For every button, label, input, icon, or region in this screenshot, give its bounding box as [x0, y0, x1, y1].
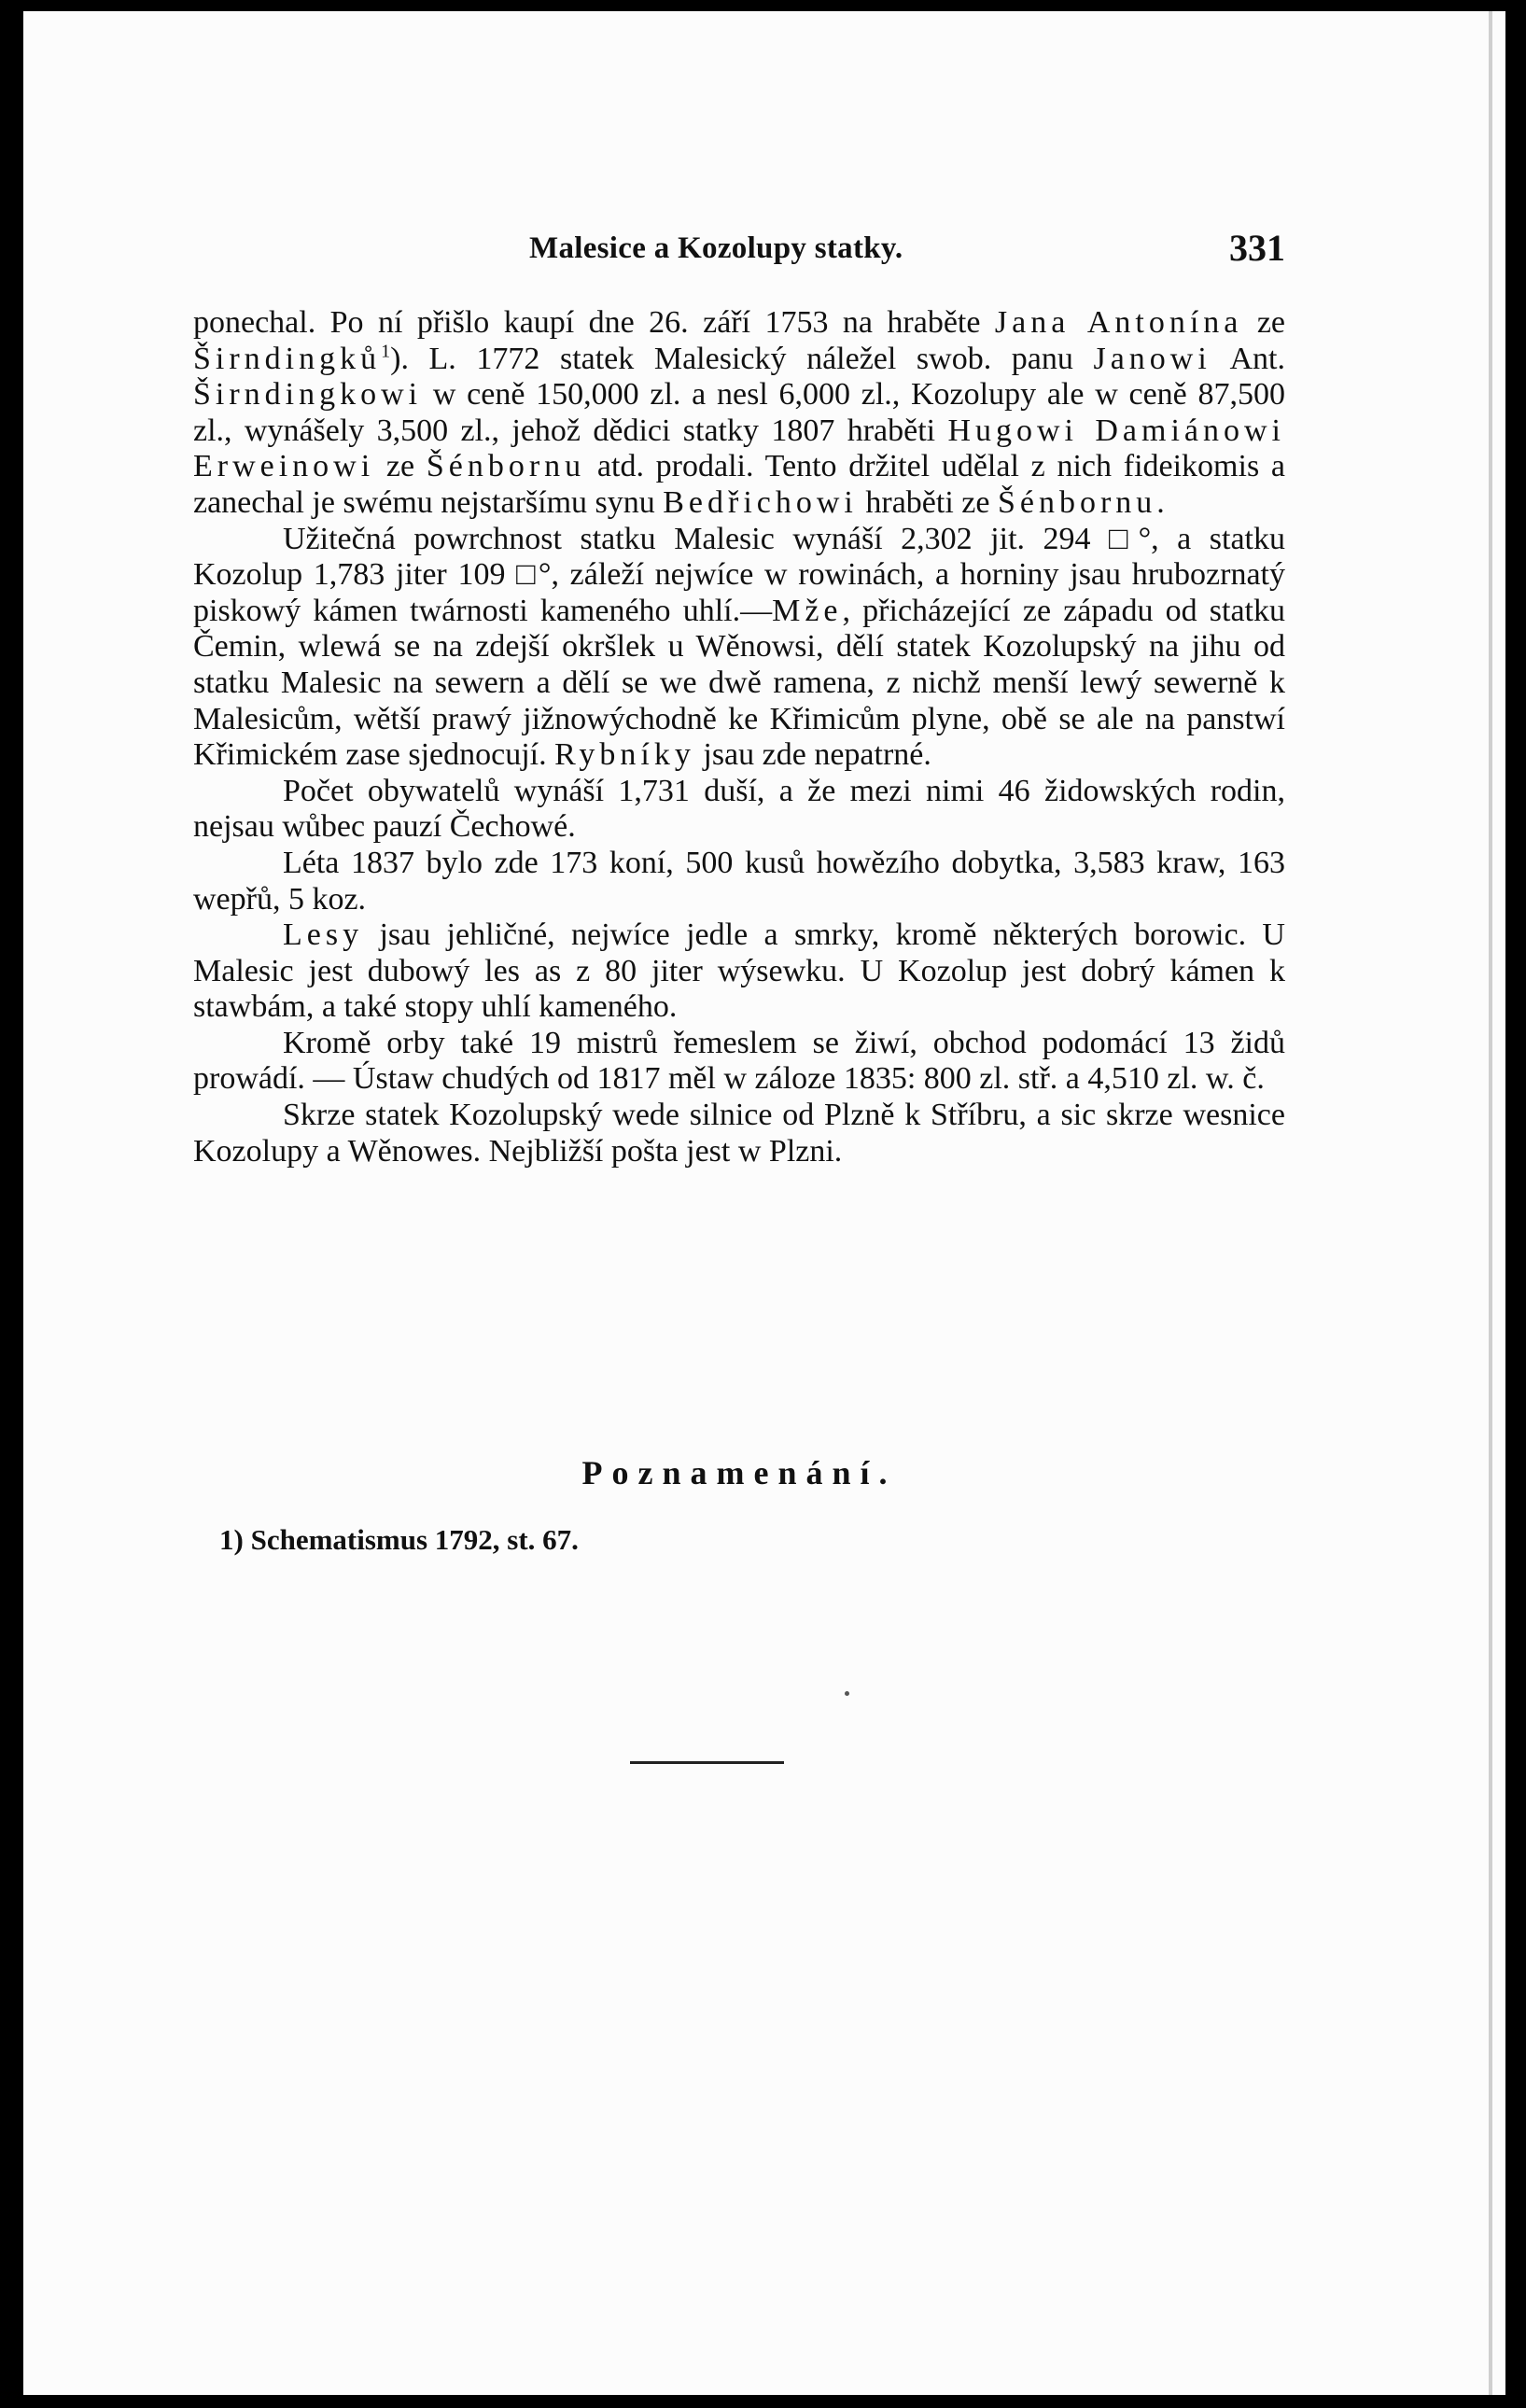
- footnote: 1) Schematismus 1792, st. 67.: [219, 1523, 579, 1556]
- spaced-name: Širndingků: [193, 341, 382, 376]
- text-run: Skrze statek Kozolupský wede silnice od Plzně k Stříbru, a sic skrze wesnice Kozolupy a Wěnowes. Nejbližší pošta jest w Plzni.: [193, 1098, 1285, 1169]
- spaced-name: Šénbornu: [997, 484, 1157, 520]
- text-run: ze: [1242, 305, 1285, 340]
- text-run: ). L. 1772 statek Malesický náležel swob. panu: [390, 341, 1094, 376]
- page-edge-line: [1489, 11, 1492, 2395]
- text-run: ponechal. Po ní přišlo kaupí dne 26. září 1753 na hraběte: [193, 305, 995, 340]
- text-run: Kromě orby také 19 mistrů řemeslem se žiwí, obchod podomácí 13 židů prowádí. — Ústaw chudých od 1817 měl w záloze 1835: 800 zl. stř. a 4,510 zl. w. č.: [193, 1025, 1285, 1097]
- running-title: Malesice a Kozolupy statky.: [529, 231, 903, 265]
- text-run: hraběti ze: [857, 484, 998, 520]
- text-run: Počet obywatelů wynáší 1,731 duší, a že mezi nimi 46 židowských rodin, nejsau wůbec pauzí Čechowé.: [193, 773, 1285, 845]
- body-text: [193, 305, 1285, 1169]
- paragraph: [193, 774, 1285, 846]
- text-run: jsau jehličné, nejwíce jedle a smrky, kromě některých borowic. U Malesic jest dubowý les as z 80 jiter wýsewku. U Kozolup jest dobrý kámen k stawbám, a také stopy uhlí kameného.: [193, 917, 1285, 1025]
- text-run: ze: [374, 449, 427, 484]
- text-run: Ant.: [1211, 341, 1286, 376]
- text-run: atd. prodali. Tento držitel udělal z nich fideikomis a zanechal je swému nejstaršímu synu: [193, 449, 1285, 520]
- text-run: Léta 1837 bylo zde 173 koní, 500 kusů howězího dobytka, 3,583 kraw, 163 wepřů, 5 koz.: [193, 845, 1285, 917]
- paragraph: [193, 1098, 1285, 1169]
- paragraph: [193, 1026, 1285, 1098]
- spaced-name: Jana Antonína: [994, 305, 1243, 340]
- text-run: .: [1156, 484, 1165, 520]
- paragraph: [193, 522, 1285, 774]
- text-run: , přicházející ze západu od statku Čemin, wlewá se na zdejší okršlek u Wěnowsi, dělí statek Kozolupský na jihu od statku Malesic na sewern a dělí se we dwě ramena, z nichž menší lewý sewerně k Malesicům, wětší prawý jižnowýchodně ke Křimicům plyne, obě se ale na panstwí Křimickém zase sjednocují.: [193, 593, 1285, 773]
- spaced-name: Hugowi Damiánowi Erweinowi: [193, 413, 1285, 484]
- stray-dot-mark: [845, 1691, 849, 1696]
- spaced-name: Janowi: [1093, 341, 1211, 376]
- end-rule: [630, 1761, 784, 1764]
- text-run: w ceně 150,000 zl. a nesl 6,000 zl., Kozolupy ale w ceně 87,500 zl., wynášely 3,500 zl., jehož dědici statky 1807 hraběti: [193, 377, 1285, 448]
- spaced-name: Šénbornu: [426, 449, 586, 484]
- page-header: [193, 224, 1285, 280]
- page-number: 331: [1229, 227, 1285, 269]
- spaced-name: Rybníky: [554, 737, 695, 773]
- text-run: jsau zde nepatrné.: [694, 737, 931, 773]
- spaced-name: Lesy: [283, 917, 364, 953]
- spaced-name: Širndingkowi: [193, 377, 423, 413]
- paragraph: [193, 305, 1285, 522]
- text-run: Užitečná powrchnost statku Malesic wynáší 2,302 jit. 294 □°, a statku Kozolup 1,783 jiter 109 □°, záleží nejwíce w rowinách, a horniny jsau hrubozrnatý piskowý kámen twárnosti kameného uhlí.—: [193, 521, 1285, 628]
- paragraph: [193, 917, 1285, 1026]
- notes-heading: Poznamenání.: [581, 1454, 897, 1491]
- book-page: [23, 11, 1505, 2395]
- spaced-name: Mže: [772, 593, 843, 628]
- footnote-marker: 1: [381, 341, 391, 362]
- spaced-name: Bedřichowi: [663, 484, 858, 520]
- paragraph: [193, 846, 1285, 917]
